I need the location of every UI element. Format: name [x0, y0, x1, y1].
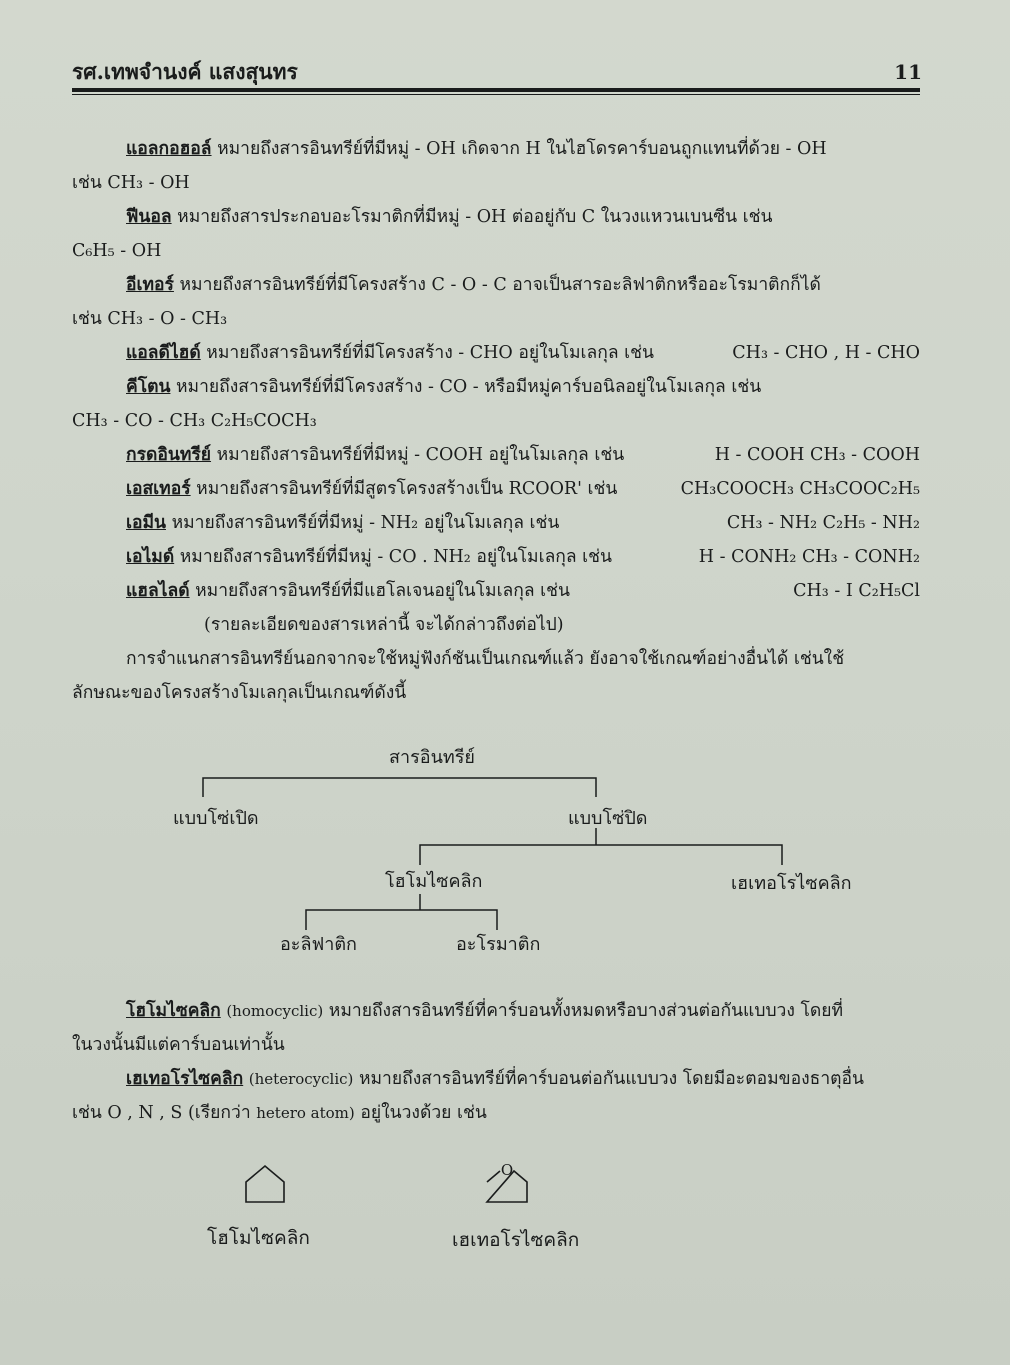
term-ketone: คีโตน — [126, 377, 171, 397]
term-aldehyde: แอลดีไฮด์ — [126, 343, 201, 363]
intro-text-2: ลักษณะของโครงสร้างโมเลกุลเป็นเกณฑ์ดังนี้ — [72, 683, 407, 703]
term-ester: เอสเทอร์ — [126, 479, 191, 499]
example-text: CH₃COOCH₃ CH₃COOC₂H₅ — [680, 479, 920, 499]
term-amine: เอมีน — [126, 513, 166, 533]
example-text: CH₃ - NH₂ C₂H₅ - NH₂ — [726, 513, 920, 533]
term-ether: อีเทอร์ — [126, 275, 174, 295]
tree-node-heterocyclic: เฮเทอโรไซคลิก — [731, 873, 852, 894]
definition-text: ในวงนั้นมีแต่คาร์บอนเท่านั้น — [72, 1035, 285, 1055]
definition-text: หมายถึงสารอินทรีย์ที่มีโครงสร้าง C - O - C อาจเป็นสารอะลิฟาติกหรืออะโรมาติกก็ได้ — [173, 275, 821, 295]
definition-text: หมายถึงสารอินทรีย์ที่คาร์บอนต่อกันแบบวง โดยมีอะตอมของธาตุอื่น — [353, 1069, 864, 1089]
definition-text: หมายถึงสารอินทรีย์ที่มีหมู่ - COOH อยู่ในโมเลกุล เช่น — [211, 445, 625, 465]
definition-text: หมายถึงสารอินทรีย์ที่มีหมู่ - OH เกิดจาก H ในไฮโดรคาร์บอนถูกแทนที่ด้วย - OH — [211, 139, 827, 159]
english-term: hetero atom) — [256, 1104, 355, 1122]
page-number: 11 — [894, 60, 922, 84]
definition-text: หมายถึงสารอินทรีย์ที่มีสูตรโครงสร้างเป็น RCOOR' เช่น — [190, 479, 618, 499]
term-amide: เอไมด์ — [126, 547, 175, 567]
example-text: CH₃ - CO - CH₃ C₂H₅COCH₃ — [72, 411, 317, 431]
tree-node-closed-chain: แบบโซ่ปิด — [568, 808, 648, 829]
definition-text: เช่น O , N , S (เรียกว่า — [72, 1103, 251, 1123]
definition-text: อยู่ในวงด้วย เช่น — [354, 1103, 487, 1123]
example-text: เช่น CH₃ - O - CH₃ — [72, 309, 228, 329]
example-text: เช่น CH₃ - OH — [72, 173, 190, 193]
term-organic-acid: กรดอินทรีย์ — [126, 445, 212, 465]
homocyclic-ring-shape — [246, 1166, 284, 1202]
term-homocyclic: โฮโมไซคลิก — [126, 1001, 221, 1021]
definition-text: หมายถึงสารอินทรีย์ที่มีหมู่ - CO . NH₂ อยู่ในโมเลกุล เช่น — [174, 547, 613, 567]
intro-text-1: การจำแนกสารอินทรีย์นอกจากจะใช้หมู่ฟังก์ชันเป็นเกณฑ์แล้ว ยังอาจใช้เกณฑ์อย่างอื่นได้ เช่นใช้ — [126, 649, 845, 669]
tree-node-homocyclic: โฮโมไซคลิก — [385, 871, 483, 892]
example-text: C₆H₅ - OH — [72, 241, 162, 261]
author-name: รศ.เทพจำนงค์ แสงสุนทร — [72, 59, 298, 84]
note-text: (รายละเอียดของสารเหล่านี้ จะได้กล่าวถึงต่อไป) — [204, 615, 564, 635]
definition-text: หมายถึงสารอินทรีย์ที่มีโครงสร้าง - CO - หรือมีหมู่คาร์บอนิลอยู่ในโมเลกุล เช่น — [170, 377, 762, 397]
tree-node-aromatic: อะโรมาติก — [456, 934, 541, 955]
english-term: (heterocyclic) — [248, 1070, 354, 1088]
example-text: CH₃ - CHO , H - CHO — [732, 343, 920, 363]
definition-text: หมายถึงสารอินทรีย์ที่มีหมู่ - NH₂ อยู่ในโมเลกุล เช่น — [166, 513, 560, 533]
definition-text: หมายถึงสารประกอบอะโรมาติกที่มีหมู่ - OH ต่ออยู่กับ C ในวงแหวนเบนซีน เช่น — [171, 207, 773, 227]
term-alcohol: แอลกอฮอล์ — [126, 139, 212, 159]
term-heterocyclic: เฮเทอโรไซคลิก — [126, 1069, 244, 1089]
definition-text: หมายถึงสารอินทรีย์ที่มีโครงสร้าง - CHO อยู่ในโมเลกุล เช่น — [200, 343, 654, 363]
example-text: H - COOH CH₃ - COOH — [714, 445, 920, 465]
example-text: H - CONH₂ CH₃ - CONH₂ — [698, 547, 920, 567]
heterocyclic-structure-label: เฮเทอโรไซคลิก — [452, 1229, 580, 1251]
definition-text: หมายถึงสารอินทรีย์ที่คาร์บอนทั้งหมดหรือบางส่วนต่อกันแบบวง โดยที่ — [323, 1001, 844, 1021]
hetero-atom-label: O — [500, 1161, 514, 1179]
tree-node-root: สารอินทรีย์ — [389, 747, 475, 768]
definition-text: หมายถึงสารอินทรีย์ที่มีแฮโลเจนอยู่ในโมเลกุล เช่น — [189, 581, 570, 601]
english-term: (homocyclic) — [226, 1002, 324, 1020]
tree-node-open-chain: แบบโซ่เปิด — [173, 808, 259, 829]
example-text: CH₃ - I C₂H₅Cl — [793, 581, 920, 601]
term-phenol: ฟีนอล — [126, 207, 172, 227]
homocyclic-structure-label: โฮโมไซคลิก — [207, 1227, 310, 1249]
tree-node-aliphatic: อะลิฟาติก — [280, 934, 357, 955]
term-halide: แฮลไลด์ — [126, 581, 190, 601]
